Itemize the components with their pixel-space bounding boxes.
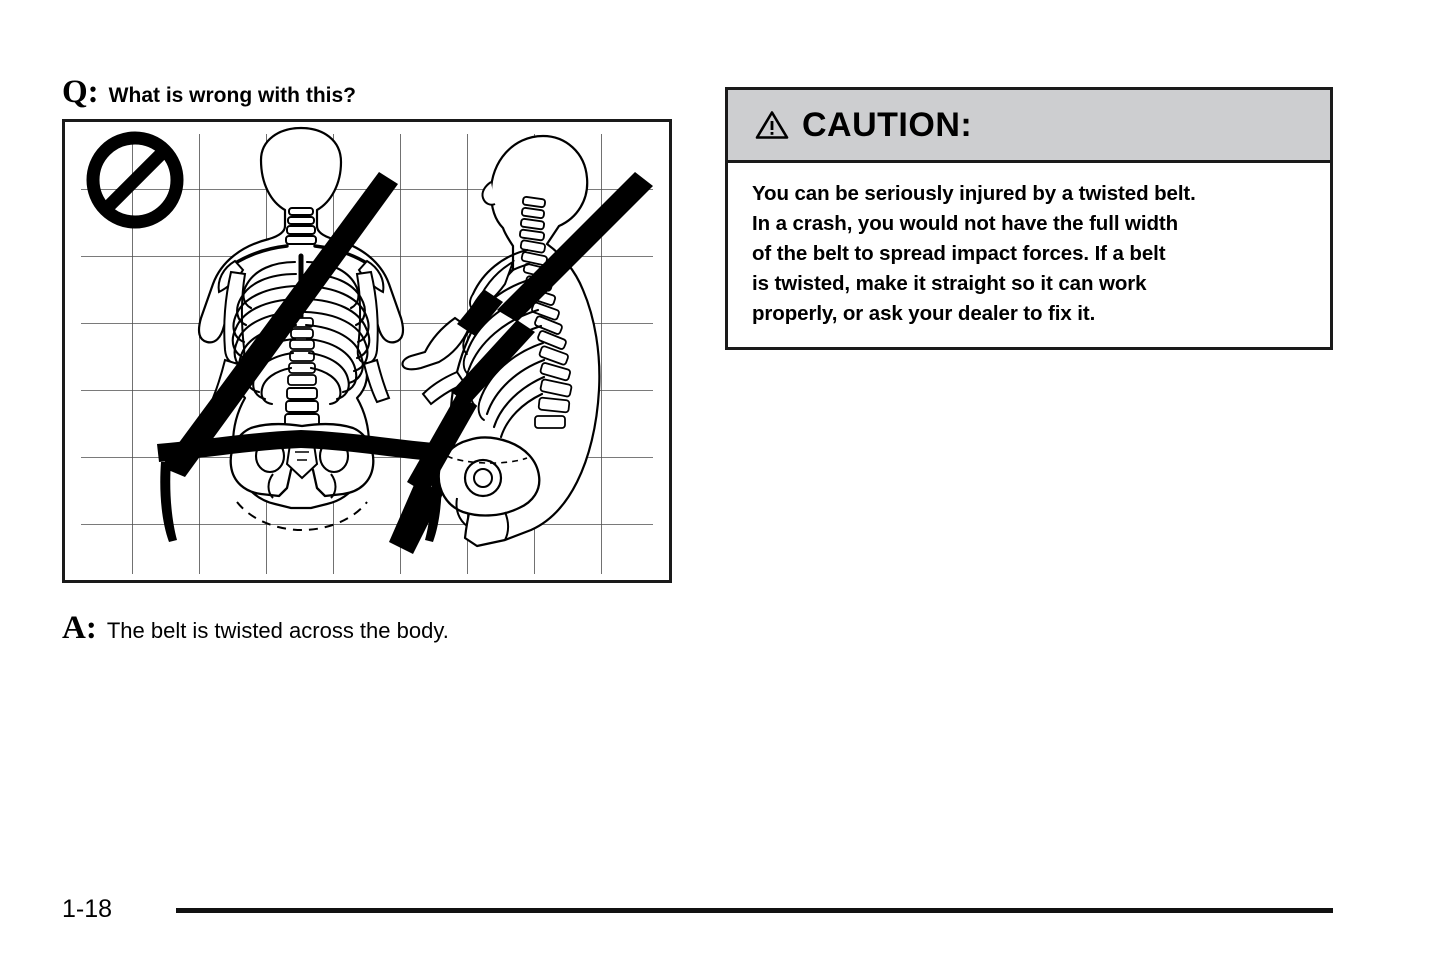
caution-line: of the belt to spread impact forces. If a belt (752, 242, 1166, 265)
twisted-belt-illustration (65, 122, 669, 580)
caution-box (725, 87, 1333, 350)
footer-rule (176, 908, 1333, 913)
illustration-panel (62, 119, 672, 583)
warning-triangle-icon (755, 110, 789, 140)
caution-title: CAUTION: (802, 106, 973, 144)
answer-marker: A: (62, 610, 97, 646)
caution-line: You can be seriously injured by a twisted belt. (752, 182, 1196, 205)
answer-text: The belt is twisted across the body. (106, 618, 449, 643)
caution-body (728, 163, 1330, 329)
answer-line (62, 612, 449, 645)
question-heading (62, 76, 356, 109)
page-number: 1-18 (62, 895, 113, 923)
caution-line: is twisted, make it straight so it can work (752, 272, 1147, 295)
question-marker: Q: (62, 74, 99, 110)
caution-line: In a crash, you would not have the full width (752, 212, 1179, 235)
question-text: What is wrong with this? (108, 84, 356, 107)
caution-header (728, 90, 1330, 163)
caution-line: properly, or ask your dealer to fix it. (752, 302, 1096, 325)
